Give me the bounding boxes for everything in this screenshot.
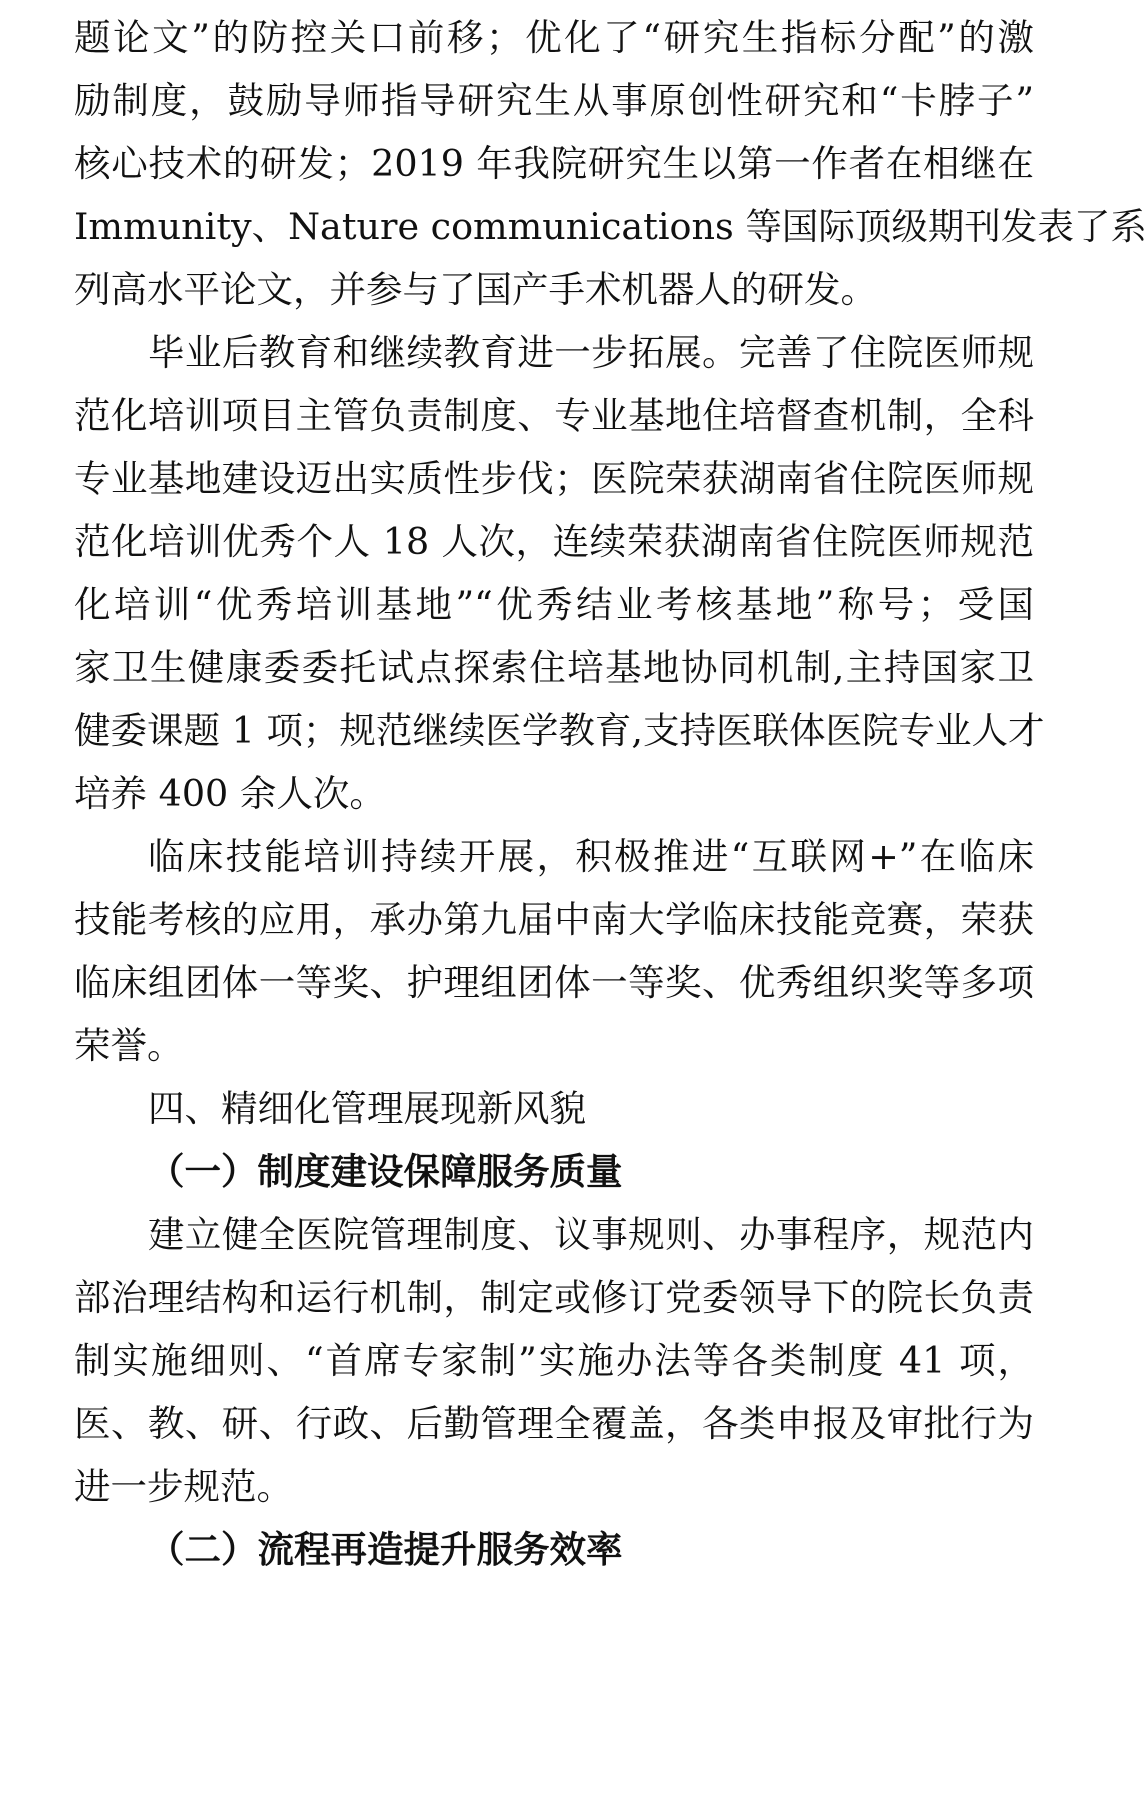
paragraph-2-line-2: 范化培训项目主管负责制度、专业基地住培督查机制，全科	[74, 394, 1034, 437]
paragraph-2-line-5: 化培训“优秀培训基地”“优秀结业考核基地”称号；受国	[74, 583, 1034, 626]
paragraph-3-line-3: 临床组团体一等奖、护理组团体一等奖、优秀组织奖等多项	[74, 961, 1034, 1004]
paragraph-4-line-1: 建立健全医院管理制度、议事规则、办事程序，规范内	[148, 1213, 1034, 1256]
paragraph-1-line-2: 励制度，鼓励导师指导研究生从事原创性研究和“卡脖子”	[74, 79, 1034, 122]
subsection-heading-4-1: （一）制度建设保障服务质量	[148, 1150, 623, 1193]
paragraph-4-line-2: 部治理结构和运行机制，制定或修订党委领导下的院长负责	[74, 1276, 1034, 1319]
paragraph-1-line-3: 核心技术的研发；2019 年我院研究生以第一作者在相继在	[74, 142, 1034, 185]
paragraph-3-line-1: 临床技能培训持续开展，积极推进“互联网+”在临床	[148, 835, 1034, 878]
paragraph-2-line-8: 培养 400 余人次。	[74, 772, 386, 815]
paragraph-2-line-4: 范化培训优秀个人 18 人次，连续荣获湖南省住院医师规范	[74, 520, 1034, 563]
paragraph-1-line-5: 列高水平论文，并参与了国产手术机器人的研发。	[74, 268, 877, 311]
paragraph-4-line-4: 医、教、研、行政、后勤管理全覆盖，各类申报及审批行为	[74, 1402, 1034, 1445]
paragraph-4-line-5: 进一步规范。	[74, 1465, 293, 1508]
paragraph-4-line-3: 制实施细则、“首席专家制”实施办法等各类制度 41 项，	[74, 1339, 1034, 1382]
paragraph-1-line-4: Immunity、Nature communications 等国际顶级期刊发表了系	[74, 205, 1147, 248]
paragraph-3-line-4: 荣誉。	[74, 1024, 184, 1067]
paragraph-2-line-6: 家卫生健康委委托试点探索住培基地协同机制,主持国家卫	[74, 646, 1034, 689]
section-heading-4: 四、精细化管理展现新风貌	[148, 1087, 586, 1130]
paragraph-2-line-3: 专业基地建设迈出实质性步伐；医院荣获湖南省住院医师规	[74, 457, 1034, 500]
paragraph-1-line-1: 题论文”的防控关口前移；优化了“研究生指标分配”的激	[74, 16, 1034, 59]
subsection-heading-4-2: （二）流程再造提升服务效率	[148, 1528, 623, 1571]
paragraph-3-line-2: 技能考核的应用，承办第九届中南大学临床技能竞赛，荣获	[74, 898, 1034, 941]
paragraph-2-line-1: 毕业后教育和继续教育进一步拓展。完善了住院医师规	[148, 331, 1034, 374]
paragraph-2-line-7: 健委课题 1 项；规范继续医学教育,支持医联体医院专业人才	[74, 709, 1045, 752]
